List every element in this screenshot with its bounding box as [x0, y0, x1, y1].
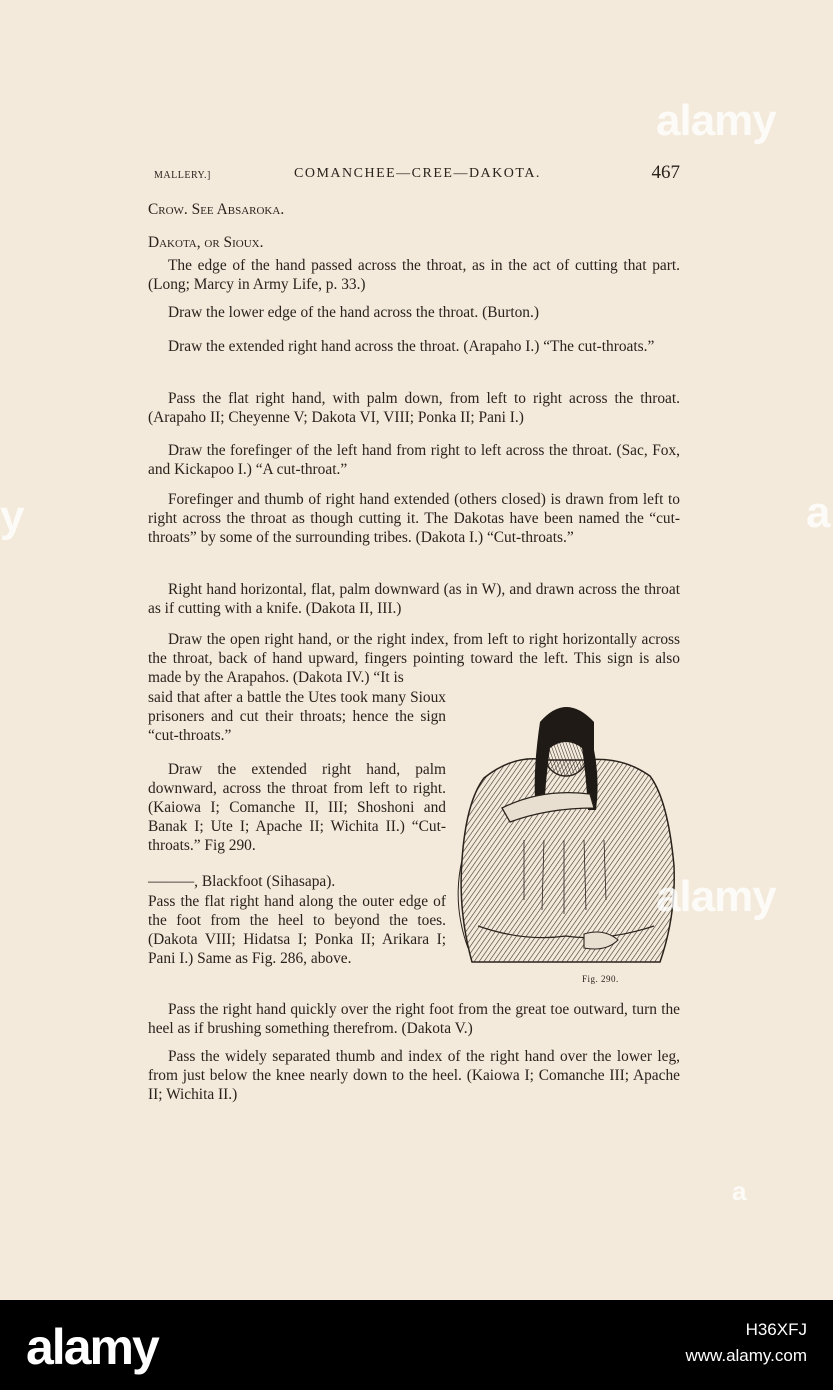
entry-crow [148, 200, 680, 219]
figure-290-illustration [454, 690, 678, 972]
figure-caption: Fig. 290. [582, 974, 619, 984]
watermark-dot: a [732, 1176, 746, 1206]
paragraph-3: Draw the extended right hand across the throat. (Arapaho I.) “The cut-throats.” [168, 338, 655, 355]
header-title: COMANCHEE—CREE—DAKOTA. [294, 166, 541, 181]
paragraph-11: Pass the right hand quickly over the right foot from the great toe outward, turn the heel as if brushing something therefrom. (Dakota V.) [148, 1001, 680, 1037]
paragraph-10: Pass the flat right hand along the outer edge of the foot from the heel to beyond the toes. (Dakota VIII; Hidatsa I; Ponka II; Arikara I; Pani I.) Same as Fig. 286, above. [148, 893, 446, 967]
watermark-right-edge: a [806, 488, 830, 537]
paragraph-5: Draw the forefinger of the left hand from right to left across the throat. (Sac, Fox, and Kickapoo I.) “A cut-throat.” [148, 442, 680, 478]
header-author: MALLERY.] [154, 170, 211, 181]
watermark-top: alamy [656, 96, 776, 145]
running-header [150, 164, 680, 188]
paragraph-7: Right hand horizontal, flat, palm downward (as in W), and drawn across the throat as if cutting with a knife. (Dakota II, III.) [148, 581, 680, 617]
watermark-left-edge: y [0, 492, 24, 541]
image-id: H36XFJ [745, 1320, 807, 1339]
entry-blackfoot-head: ———, Blackfoot (Sihasapa). [148, 873, 336, 890]
paragraph-1: The edge of the hand passed across the throat, as in the act of cutting that part. (Long; Marcy in Army Life, p. 33.) [148, 257, 680, 293]
paragraph-2: Draw the lower edge of the hand across the throat. (Burton.) [168, 304, 539, 321]
page-number: 467 [651, 162, 680, 183]
site-url[interactable]: www.alamy.com [685, 1346, 807, 1365]
paragraph-8a: Draw the open right hand, or the right index, from left to right horizontally across the throat, back of hand upward, fingers pointing toward the left. This sign is also made by the Arapahos. (Dakota IV.) “It is [148, 631, 680, 686]
stock-footer-bar [0, 1300, 833, 1390]
alamy-logo: alamy [26, 1319, 158, 1375]
paragraph-4: Pass the flat right hand, with palm down, from left to right across the throat. (Arapaho II; Cheyenne V; Dakota VI, VIII; Ponka II; Pani I.) [148, 390, 680, 426]
paragraph-6: Forefinger and thumb of right hand extended (others closed) is drawn from left to right across the throat as though cutting it. The Dakotas have been named the “cut-throats” by some of the surrounding tribes. (Dakota I.) “Cut-throats.” [148, 491, 680, 546]
paragraph-8b: said that after a battle the Utes took many Sioux prisoners and cut their throats; hence the sign “cut-throats.” [148, 689, 446, 744]
entry-crow-see: See Absaroka. [191, 201, 285, 218]
watermark-right: alamy [656, 872, 776, 921]
paragraph-12: Pass the widely separated thumb and index of the right hand over the lower leg, from just below the knee nearly down to the heel. (Kaiowa I; Comanche III; Apache II; Wichita II.) [148, 1048, 680, 1103]
entry-dakota-head: Dakota, or Sioux. [148, 234, 264, 251]
paragraph-9: Draw the extended right hand, palm downward, across the throat from left to right. (Kaiowa I; Comanche II, III; Shoshoni and Banak I; Ute I; Apache II; Wichita II.) “Cut-throats.” Fig 290. [148, 761, 446, 854]
entry-crow-head: Crow. [148, 201, 188, 218]
